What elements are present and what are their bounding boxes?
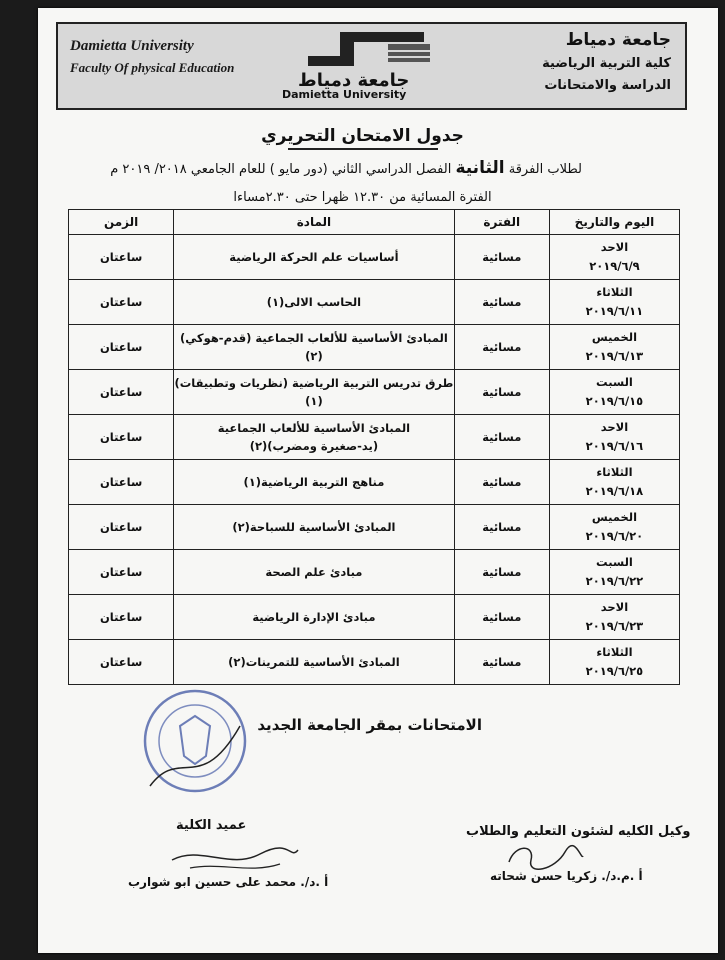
day-cell — [549, 235, 679, 280]
duration-cell: ساعتان — [69, 415, 174, 460]
day-date: ٢٠١٩/٦/٩ — [589, 259, 640, 273]
day-name: الاحد — [600, 240, 629, 254]
subject-line-1: المبادئ الأساسية للتمرينات(٢) — [228, 655, 400, 669]
period-cell: مسائية — [454, 595, 549, 640]
day-name: الثلاثاء — [596, 645, 633, 659]
duration-cell: ساعتان — [69, 595, 174, 640]
period-cell: مسائية — [454, 280, 549, 325]
subject-cell — [174, 280, 454, 325]
period-cell: مسائية — [454, 235, 549, 280]
period-cell: مسائية — [454, 460, 549, 505]
subject-cell — [174, 325, 454, 370]
dean-signature-icon — [170, 840, 300, 876]
subtitle-emphasis: الثانية — [455, 158, 505, 178]
subject-line-1: مبادئ الإدارة الرياضية — [252, 610, 376, 624]
table-body — [69, 235, 680, 685]
day-date: ٢٠١٩/٦/٢٣ — [585, 619, 644, 633]
header-subject: المادة — [174, 210, 454, 235]
duration-cell: ساعتان — [69, 280, 174, 325]
document-title: جدول الامتحان التحريري — [261, 126, 464, 146]
duration-cell: ساعتان — [69, 370, 174, 415]
day-name: الاحد — [600, 420, 629, 434]
day-cell — [549, 460, 679, 505]
subject-cell — [174, 460, 454, 505]
period-cell: مسائية — [454, 550, 549, 595]
day-name: الخميس — [591, 510, 638, 524]
day-cell — [549, 505, 679, 550]
subtitle — [110, 158, 582, 178]
header-duration: الزمن — [69, 210, 174, 235]
subtitle-suffix: الفصل الدراسي الثاني (دور مايو ) للعام الجامعي ٢٠١٨/ ٢٠١٩ م — [110, 162, 456, 177]
table-row — [69, 280, 680, 325]
table-row — [69, 640, 680, 685]
subject-line-2: (يد-صغيرة ومضرب)(٢) — [249, 439, 379, 453]
table-row — [69, 415, 680, 460]
duration-cell: ساعتان — [69, 235, 174, 280]
duration-cell: ساعتان — [69, 640, 174, 685]
day-cell — [549, 595, 679, 640]
subject-cell — [174, 235, 454, 280]
exam-location-note: الامتحانات بمقر الجامعة الجديد — [257, 716, 482, 734]
header-day: اليوم والتاريخ — [549, 210, 679, 235]
period-cell: مسائية — [454, 640, 549, 685]
title-underline — [288, 148, 438, 150]
day-name: الثلاثاء — [596, 465, 633, 479]
subject-line-1: الحاسب الالى(١) — [266, 295, 362, 309]
subject-line-1: المبادئ الأساسية للألعاب الجماعية — [217, 421, 411, 435]
vice-dean-title: وكيل الكليه لشئون التعليم والطلاب — [466, 824, 691, 839]
day-cell — [549, 325, 679, 370]
subject-line-1: المبادئ الأساسية للسباحة(٢) — [232, 520, 396, 534]
day-name: السبت — [596, 375, 633, 389]
subject-cell — [174, 415, 454, 460]
day-cell — [549, 370, 679, 415]
table-row — [69, 550, 680, 595]
department-name-ar: الدراسة والامتحانات — [544, 78, 671, 93]
period-line: الفترة المسائية من ١٢.٣٠ ظهرا حتى ٢.٣٠مساءا — [233, 190, 492, 205]
subject-cell — [174, 550, 454, 595]
day-date: ٢٠١٩/٦/٢٢ — [585, 574, 644, 588]
table-row — [69, 325, 680, 370]
university-logo — [268, 28, 458, 104]
period-cell: مسائية — [454, 370, 549, 415]
day-date: ٢٠١٩/٦/١١ — [585, 304, 644, 318]
table-row — [69, 460, 680, 505]
subject-line-1: مبادئ علم الصحة — [265, 565, 363, 579]
subject-cell — [174, 640, 454, 685]
subject-line-1: المبادئ الأساسية للألعاب الجماعية (قدم-هوكي) (٢) — [180, 331, 448, 363]
day-cell — [549, 640, 679, 685]
subject-cell — [174, 595, 454, 640]
day-date: ٢٠١٩/٦/١٥ — [585, 394, 644, 408]
subtitle-prefix: لطلاب الفرقة — [504, 162, 582, 177]
day-cell — [549, 415, 679, 460]
dean-name: أ .د/. محمد على حسين ابو شوارب — [128, 875, 329, 889]
letterhead — [56, 22, 687, 110]
table-header-row — [69, 210, 680, 235]
subject-cell — [174, 505, 454, 550]
duration-cell: ساعتان — [69, 460, 174, 505]
university-name-ar: جامعة دمياط — [565, 30, 671, 50]
day-name: الخميس — [591, 330, 638, 344]
table-row — [69, 370, 680, 415]
day-date: ٢٠١٩/٦/١٣ — [585, 349, 644, 363]
duration-cell: ساعتان — [69, 505, 174, 550]
university-name-en: Damietta University — [70, 38, 194, 54]
faculty-name-en: Faculty Of physical Education — [70, 60, 235, 75]
vice-dean-name: أ .م.د/. زكريا حسن شحاته — [490, 869, 643, 883]
day-cell — [549, 280, 679, 325]
subject-line-1: مناهج التربية الرياضية(١) — [243, 475, 385, 489]
subject-line-1: أساسيات علم الحركة الرياضية — [229, 250, 399, 264]
subject-line-1: طرق تدريس التربية الرياضية (نظريات وتطبيقات)(١) — [174, 376, 454, 408]
dean-title: عميد الكلية — [176, 818, 247, 833]
table-row — [69, 595, 680, 640]
day-name: الثلاثاء — [596, 285, 633, 299]
header-period: الفترة — [454, 210, 549, 235]
period-cell: مسائية — [454, 505, 549, 550]
official-seal-icon — [140, 686, 250, 796]
day-date: ٢٠١٩/٦/١٨ — [585, 484, 644, 498]
table-row — [69, 235, 680, 280]
duration-cell: ساعتان — [69, 550, 174, 595]
period-cell: مسائية — [454, 415, 549, 460]
day-date: ٢٠١٩/٦/١٦ — [585, 439, 644, 453]
subject-cell — [174, 370, 454, 415]
exam-schedule-table — [68, 209, 680, 685]
day-cell — [549, 550, 679, 595]
day-name: السبت — [596, 555, 633, 569]
period-cell: مسائية — [454, 325, 549, 370]
logo-text-en: Damietta University — [282, 88, 407, 101]
faculty-name-ar: كلية التربية الرياضية — [542, 56, 671, 71]
duration-cell: ساعتان — [69, 325, 174, 370]
day-date: ٢٠١٩/٦/٢٥ — [585, 664, 644, 678]
logo-text-ar: جامعة دمياط — [298, 70, 410, 91]
table-row — [69, 505, 680, 550]
day-date: ٢٠١٩/٦/٢٠ — [585, 529, 644, 543]
day-name: الاحد — [600, 600, 629, 614]
